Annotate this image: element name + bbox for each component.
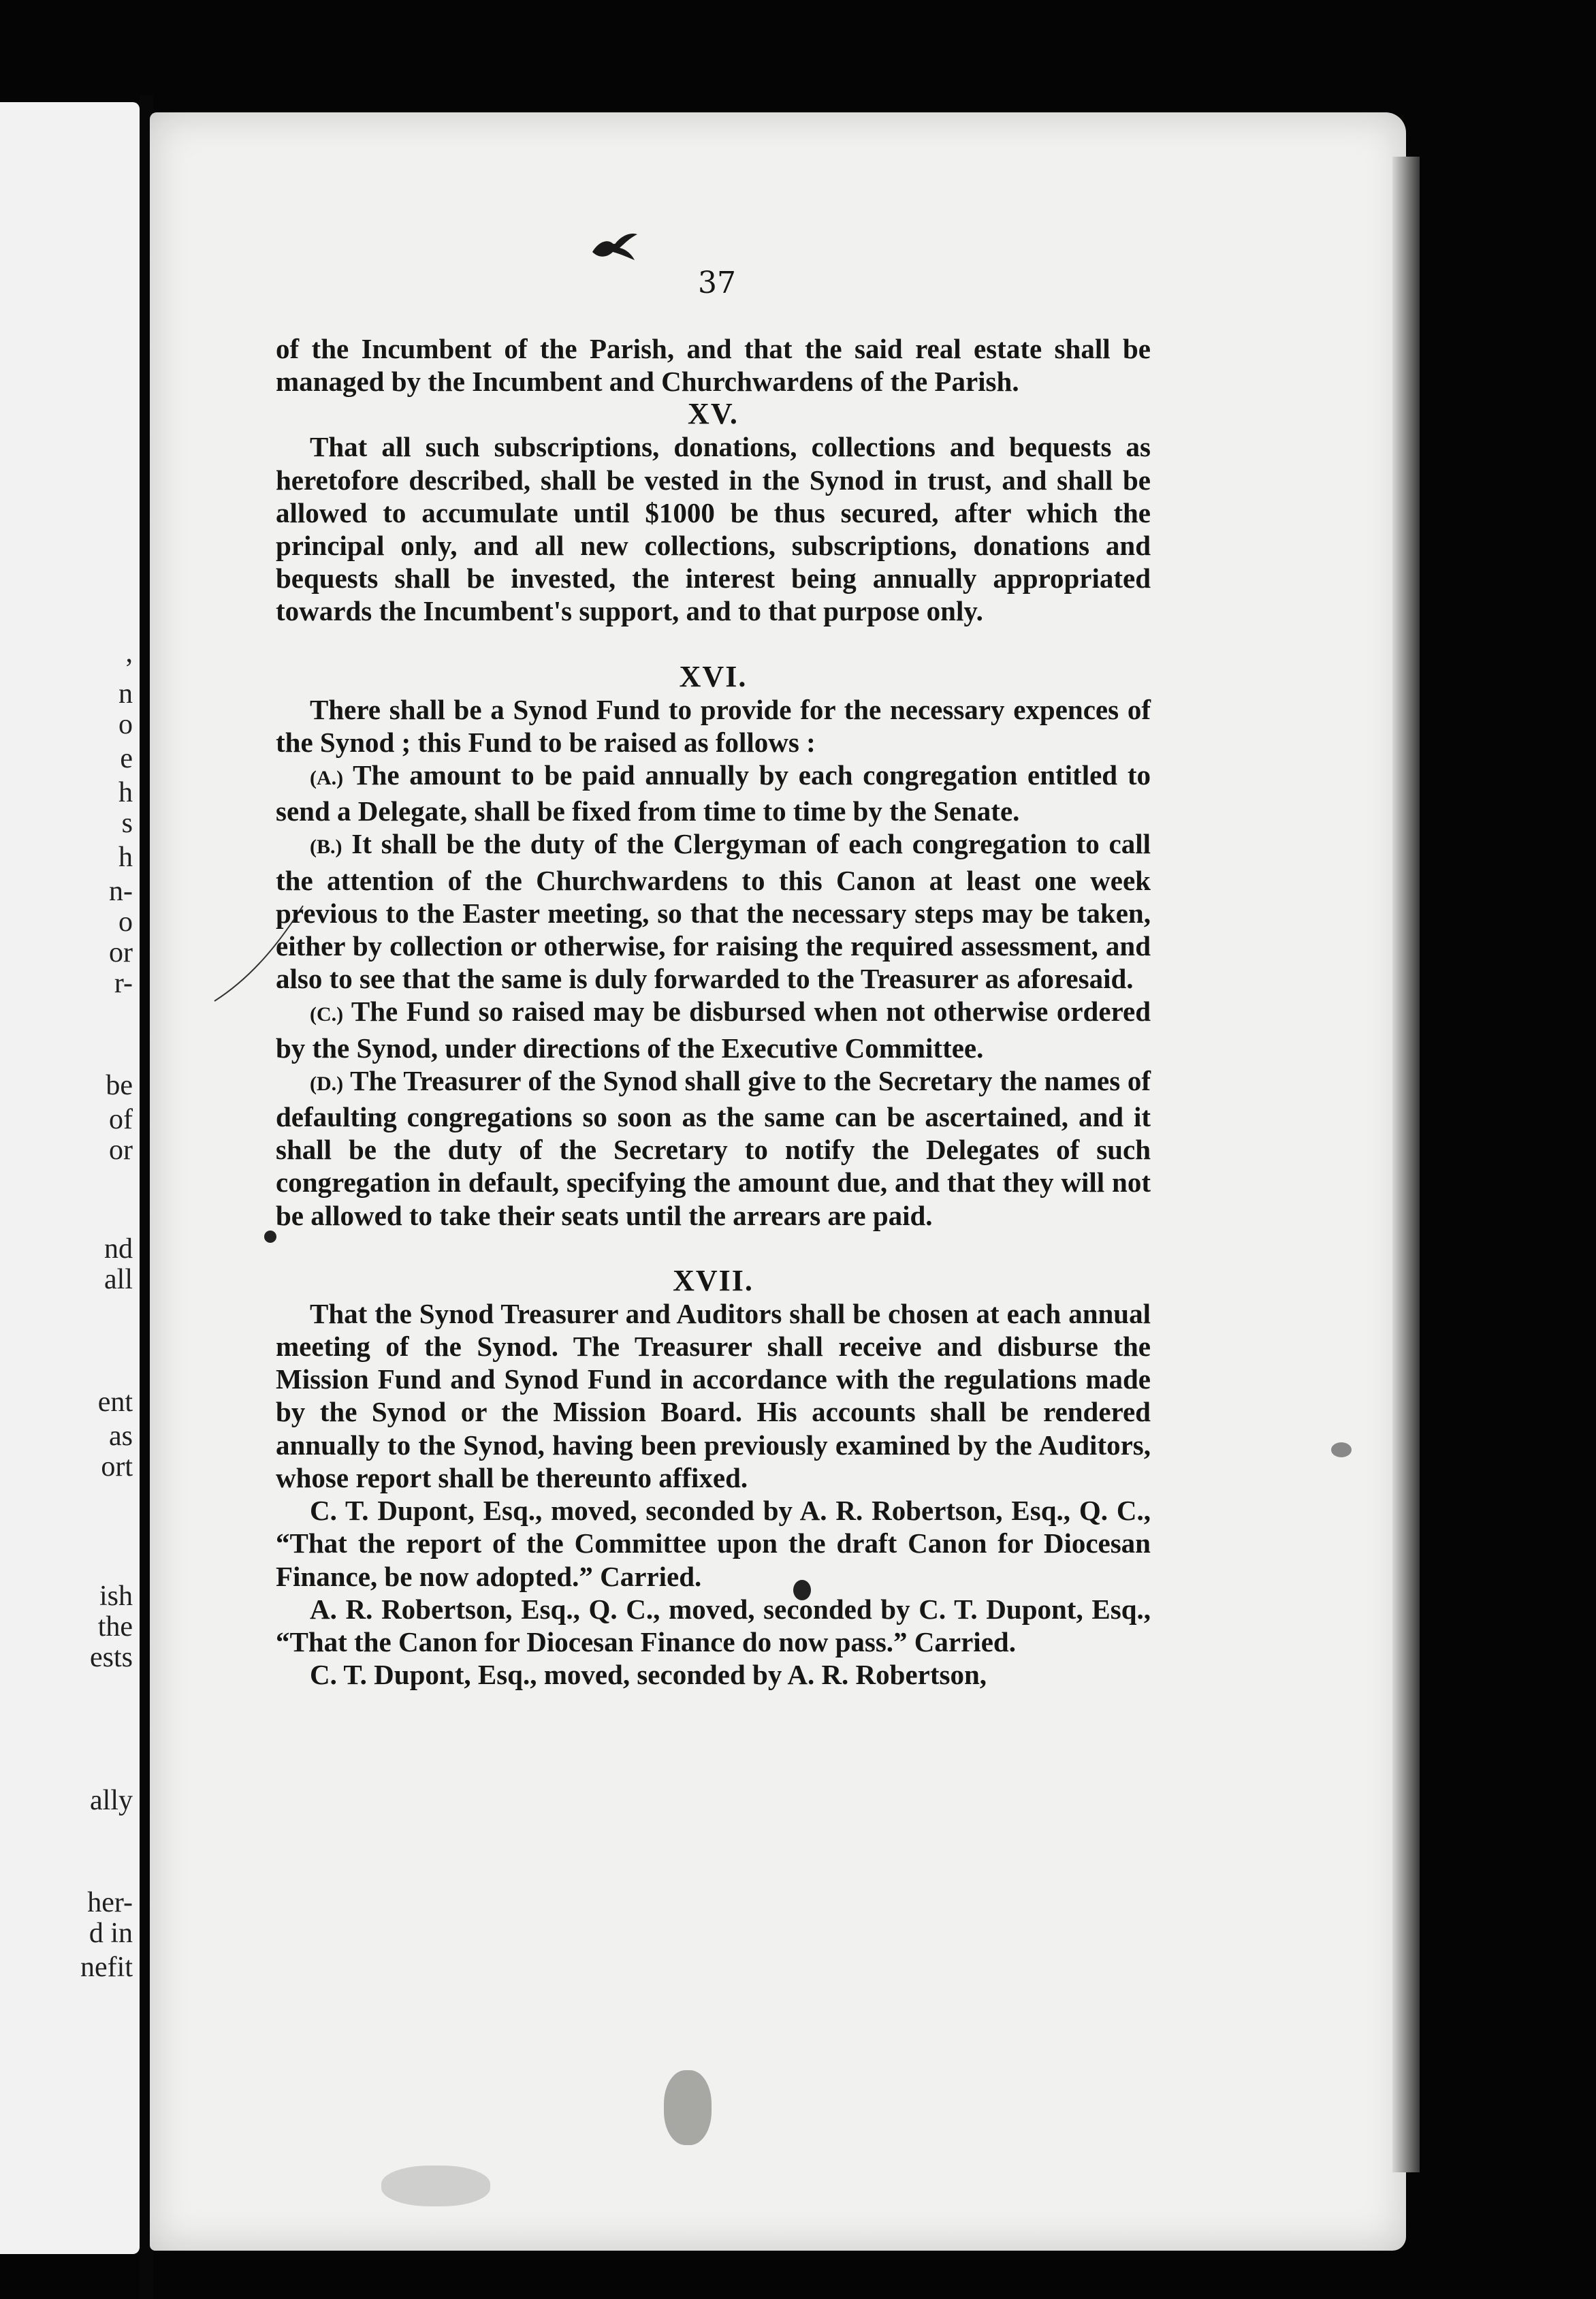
clause-label: (D.) xyxy=(310,1072,344,1095)
page-number: 37 xyxy=(698,266,736,300)
left-page-fragment: n xyxy=(118,678,133,710)
clause-label: (C.) xyxy=(310,1003,344,1026)
left-page-fragment: h xyxy=(118,842,133,873)
ink-spot xyxy=(264,1231,276,1243)
left-page-fragment: ort xyxy=(101,1451,133,1483)
left-page-fragment: or xyxy=(109,1135,133,1166)
left-page-fragment: or xyxy=(109,937,133,968)
left-page-fragment: all xyxy=(104,1264,133,1295)
paper-stain xyxy=(381,2166,490,2206)
left-page-fragment: d in xyxy=(89,1918,133,1949)
left-page-fragment: s xyxy=(121,808,133,839)
section-heading: XV. xyxy=(688,397,739,431)
left-page-fragment: o xyxy=(118,906,133,938)
section-heading: XVI. xyxy=(679,659,748,693)
clause-label: (B.) xyxy=(310,836,342,859)
paragraph-text: C. T. Dupont, Esq., moved, seconded by A. R. Robertson, Esq., Q. C., “That the report of the Committee upon the draft Canon for Diocesan Finance, be now adopted.” Carried. xyxy=(276,1495,1151,1592)
left-page-edge xyxy=(0,102,140,2254)
left-page-fragment: , xyxy=(125,637,133,669)
paragraph-text: A. R. Robertson, Esq., Q. C., moved, seconded by C. T. Dupont, Esq., “That the Canon for Diocesan Finance do now pass.” Carried. xyxy=(276,1593,1151,1658)
paragraph xyxy=(276,1297,1151,1494)
left-page-fragment: ally xyxy=(90,1785,133,1816)
paragraph-text: There shall be a Synod Fund to provide for the necessary expences of the Synod ; this Fund to be raised as follows : xyxy=(276,693,1151,758)
left-page-fragment: ish xyxy=(99,1581,133,1612)
left-page-fragment: e xyxy=(120,743,133,774)
paragraph xyxy=(276,693,1151,759)
paragraph xyxy=(276,759,1151,827)
left-page-fragment: ests xyxy=(90,1642,133,1673)
page-edge-shadow xyxy=(1392,157,1420,2172)
page-body-text xyxy=(276,332,1151,1691)
printer-ornament-icon xyxy=(587,225,641,266)
left-page-fragment: h xyxy=(118,777,133,808)
left-page-fragment: o xyxy=(118,709,133,740)
paragraph-text: The amount to be paid annually by each congregation entitled to send a Delegate, shall be fixed from time to time by the Senate. xyxy=(276,759,1151,827)
paragraph xyxy=(276,332,1151,398)
paragraph xyxy=(276,1064,1151,1232)
paragraph xyxy=(276,1494,1151,1593)
paragraph-text: The Fund so raised may be disbursed when not otherwise ordered by the Synod, under directions of the Executive Committee. xyxy=(276,996,1151,1064)
paragraph-gap xyxy=(276,628,1151,661)
left-page-fragment: of xyxy=(109,1104,133,1135)
left-page-fragment: n- xyxy=(109,876,133,907)
paragraph-gap xyxy=(276,1232,1151,1265)
left-page-fragment: nefit xyxy=(80,1952,133,1983)
paragraph xyxy=(276,827,1151,995)
clause-label: (A.) xyxy=(310,767,344,790)
left-page-fragment: ent xyxy=(97,1386,133,1418)
paragraph-text: It shall be the duty of the Clergyman of each congregation to call the attention of the Churchwardens to this Canon at least one week previous to the Easter meeting, so that the necessary steps may be taken, either by collection or otherwise, for raising the required assessment, and also to see that the same is duly forwarded to the Treasurer as aforesaid. xyxy=(276,828,1151,995)
left-page-fragment: be xyxy=(106,1070,133,1101)
paragraph-text: That all such subscriptions, donations, collections and bequests as heretofore described, shall be vested in the Synod in trust, and shall be allowed to accumulate until $1000 be thus secured, after which the principal only, and all new collections, subscriptions, donations and bequests shall be invested, the interest being annually appropriated towards the Incumbent's support, and to that purpose only. xyxy=(276,431,1151,627)
paragraph xyxy=(276,1593,1151,1658)
paragraph xyxy=(276,1658,1151,1691)
left-page-fragment: the xyxy=(97,1611,133,1643)
paragraph-text: C. T. Dupont, Esq., moved, seconded by A. R. Robertson, xyxy=(310,1659,987,1691)
left-page-fragment: her- xyxy=(87,1887,133,1918)
paragraph-text: That the Synod Treasurer and Auditors shall be chosen at each annual meeting of the Synod. The Treasurer shall receive and disburse the Mission Fund and Synod Fund in accordance with the regulations made by the Synod or the Mission Board. His accounts shall be rendered annually to the Synod, having been previously examined by the Auditors, whose report shall be thereunto affixed. xyxy=(276,1297,1151,1493)
paragraph-text: of the Incumbent of the Parish, and that the said real estate shall be managed by the Incumbent and Churchwardens of the Parish. xyxy=(276,333,1151,398)
section-heading: XVII. xyxy=(673,1263,754,1297)
paragraph-text: The Treasurer of the Synod shall give to the Secretary the names of defaulting congregations so soon as the same can be ascertained, and it shall be the duty of the Secretary to notify the Delegates of such congregation in default, specifying the amount due, and that they will not be allowed to take their seats until the arrears are paid. xyxy=(276,1064,1151,1231)
paper-stain xyxy=(664,2070,712,2145)
paragraph xyxy=(276,995,1151,1064)
left-page-fragment: r- xyxy=(114,968,133,999)
left-page-fragment: as xyxy=(109,1421,133,1452)
paragraph xyxy=(276,430,1151,627)
left-page-fragment: nd xyxy=(104,1233,133,1265)
ink-spot xyxy=(1331,1442,1352,1457)
